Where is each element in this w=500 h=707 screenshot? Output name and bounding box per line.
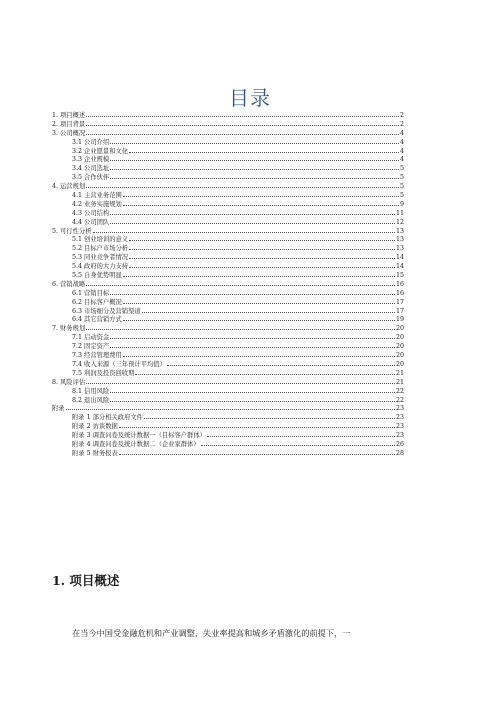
toc-dot-leader	[119, 449, 395, 455]
toc-entry-label: 3. 公司概况	[52, 129, 86, 137]
toc-dot-leader	[110, 173, 399, 179]
toc-entry-page: 21	[395, 378, 404, 386]
toc-entry[interactable]	[52, 378, 404, 387]
toc-entry-page: 9	[399, 200, 404, 208]
toc-entry-label: 3.3 企业规模	[72, 156, 110, 164]
toc-entry-label: 4.2 业务实施规划	[72, 200, 122, 208]
toc-entry-label: 3.4 公司选址	[72, 165, 110, 173]
toc-entry[interactable]	[52, 147, 404, 156]
toc-entry-label: 6.1 营销目标	[72, 289, 110, 297]
toc-dot-leader	[86, 324, 395, 330]
toc-entry-label: 8. 风险评估	[52, 378, 86, 386]
body-paragraph: 在当今中国受金融危机和产业调整，失业率提高和城乡矛盾激化的前提下，一	[72, 628, 351, 638]
toc-entry-page: 5	[399, 192, 404, 200]
toc-entry-page: 21	[395, 369, 404, 377]
toc-title: 目录	[229, 86, 271, 110]
toc-entry-page: 20	[395, 343, 404, 351]
toc-entry-label: 4.1 主营业务范围	[72, 192, 122, 200]
toc-entry-page: 4	[399, 138, 404, 146]
toc-entry-page: 12	[395, 218, 404, 226]
toc-entry-label: 7. 财务规划	[52, 325, 86, 333]
toc-dot-leader	[129, 235, 395, 241]
toc-entry-label: 1. 项目概述	[52, 112, 86, 119]
toc-entry-label: 5.1 创业培训的意义	[72, 236, 129, 244]
toc-entry-label: 3.1 公司介绍	[72, 138, 110, 146]
table-of-contents	[52, 111, 404, 458]
toc-dot-leader	[86, 378, 395, 384]
toc-dot-leader	[110, 218, 395, 224]
toc-entry-page: 19	[395, 316, 404, 324]
toc-entry-label: 8.1 信用风险	[72, 387, 110, 395]
toc-dot-leader	[86, 280, 395, 286]
toc-entry-label: 附录 5 财务报表	[72, 449, 118, 457]
toc-entry-page: 23	[395, 423, 404, 431]
toc-dot-leader	[123, 191, 399, 197]
toc-entry-label: 附录 3 调查问卷及统计数据一（目标客户群体）	[72, 432, 206, 440]
toc-entry[interactable]	[52, 155, 404, 164]
toc-entry[interactable]	[52, 244, 404, 253]
toc-dot-leader	[110, 138, 399, 144]
toc-dot-leader	[129, 253, 395, 259]
toc-entry-label: 附录 2 访谈数据	[72, 423, 118, 431]
toc-dot-leader	[110, 155, 399, 161]
toc-entry-label: 7.4 收入来源（三年预计平均值）	[72, 360, 166, 368]
toc-entry[interactable]	[52, 289, 404, 298]
toc-dot-leader	[86, 129, 399, 135]
toc-entry-page: 13	[395, 245, 404, 253]
toc-entry-page: 14	[395, 254, 404, 262]
toc-entry-page: 23	[395, 414, 404, 422]
toc-dot-leader	[110, 164, 399, 170]
toc-entry[interactable]	[52, 262, 404, 271]
toc-entry-label: 附录 4 调查问卷及统计数据二（企业家群体）	[72, 440, 200, 448]
toc-dot-leader	[123, 271, 395, 277]
toc-entry-page: 15	[395, 272, 404, 280]
toc-entry-page: 20	[395, 334, 404, 342]
toc-dot-leader	[93, 227, 395, 233]
toc-entry[interactable]	[52, 138, 404, 147]
toc-entry-label: 附录 1 部分相关政府文件	[72, 414, 143, 422]
toc-entry-label: 5.3 同业竞争者情况	[72, 254, 129, 262]
toc-entry-page: 16	[395, 289, 404, 297]
toc-dot-leader	[66, 404, 395, 410]
toc-entry[interactable]	[52, 129, 404, 138]
toc-dot-leader	[110, 333, 395, 339]
toc-dot-leader	[110, 387, 395, 393]
toc-entry-label: 5.2 目标户市场分析	[72, 245, 129, 253]
toc-entry-page: 4	[399, 147, 404, 155]
toc-dot-leader	[129, 147, 399, 153]
toc-dot-leader	[129, 262, 395, 268]
toc-entry-label: 5.5 自身优势明显	[72, 272, 122, 280]
toc-dot-leader	[119, 422, 395, 428]
toc-dot-leader	[201, 440, 395, 446]
toc-entry-page: 23	[395, 405, 404, 413]
toc-entry[interactable]	[52, 431, 404, 440]
toc-entry-page: 5	[399, 174, 404, 182]
toc-entry-page: 2	[399, 120, 404, 128]
toc-entry-page: 11	[395, 209, 404, 217]
toc-entry[interactable]	[52, 413, 404, 422]
toc-entry-page: 4	[399, 129, 404, 137]
toc-entry[interactable]	[52, 235, 404, 244]
toc-dot-leader	[86, 182, 399, 188]
toc-entry-label: 6.2 目标客户概况	[72, 298, 122, 306]
toc-entry-page: 5	[399, 165, 404, 173]
toc-entry-page: 20	[395, 352, 404, 360]
toc-dot-leader	[123, 200, 399, 206]
toc-entry[interactable]	[52, 307, 404, 316]
toc-entry-label: 4.4 公司团队	[72, 218, 110, 226]
toc-entry-page: 13	[395, 227, 404, 235]
toc-dot-leader	[135, 369, 395, 375]
toc-entry[interactable]	[52, 360, 404, 369]
toc-entry-page: 28	[395, 449, 404, 457]
toc-entry-page: 14	[395, 263, 404, 271]
toc-dot-leader	[123, 298, 395, 304]
toc-entry-label: 6.3 市场细分及营销渠道	[72, 307, 141, 315]
toc-dot-leader	[207, 431, 395, 437]
toc-entry[interactable]	[52, 120, 404, 129]
toc-entry[interactable]	[52, 298, 404, 307]
toc-entry-page: 20	[395, 360, 404, 368]
toc-entry-label: 7.1 启动资金	[72, 334, 110, 342]
toc-entry-label: 5. 可行性分析	[52, 227, 92, 235]
toc-entry[interactable]	[52, 315, 404, 324]
toc-entry-label: 7.3 经营管理费用	[72, 352, 122, 360]
toc-entry[interactable]	[52, 111, 404, 120]
toc-dot-leader	[142, 307, 395, 313]
toc-dot-leader	[86, 111, 399, 117]
toc-entry[interactable]	[52, 369, 404, 378]
toc-entry[interactable]	[52, 227, 404, 236]
section-heading: 1. 项目概述	[52, 573, 120, 588]
toc-entry-page: 22	[395, 396, 404, 404]
toc-dot-leader	[110, 396, 395, 402]
toc-entry-label: 4. 运营规划	[52, 183, 86, 191]
toc-entry-label: 2. 项目背景	[52, 120, 86, 128]
toc-entry[interactable]	[52, 404, 404, 413]
toc-dot-leader	[123, 351, 395, 357]
toc-entry[interactable]	[52, 191, 404, 200]
toc-entry-label: 3.2 企业愿景和文化	[72, 147, 129, 155]
toc-entry-label: 4.3 公司结构	[72, 209, 110, 217]
toc-entry[interactable]	[52, 253, 404, 262]
toc-entry[interactable]	[52, 218, 404, 227]
toc-dot-leader	[110, 342, 395, 348]
toc-entry-label: 7.5 利润及投资回收期	[72, 369, 135, 377]
toc-entry-label: 附录	[52, 405, 65, 413]
toc-entry[interactable]	[52, 209, 404, 218]
toc-dot-leader	[144, 413, 395, 419]
toc-entry[interactable]	[52, 173, 404, 182]
toc-entry[interactable]	[52, 440, 404, 449]
toc-entry-page: 16	[395, 280, 404, 288]
toc-entry[interactable]	[52, 396, 404, 405]
toc-entry-page: 26	[395, 440, 404, 448]
toc-dot-leader	[123, 315, 395, 321]
toc-entry[interactable]	[52, 280, 404, 289]
toc-entry-page: 17	[395, 298, 404, 306]
toc-dot-leader	[110, 289, 395, 295]
toc-entry[interactable]	[52, 422, 404, 431]
toc-entry[interactable]	[52, 333, 404, 342]
toc-dot-leader	[129, 244, 395, 250]
toc-entry-page: 17	[395, 307, 404, 315]
toc-entry-label: 6.4 其它营销方式	[72, 316, 122, 324]
toc-entry-page: 2	[399, 112, 404, 119]
toc-entry-label: 7.2 固定资产	[72, 343, 110, 351]
toc-entry-label: 6. 营销战略	[52, 280, 86, 288]
toc-entry[interactable]	[52, 324, 404, 333]
toc-entry[interactable]	[52, 351, 404, 360]
toc-entry-page: 4	[399, 156, 404, 164]
toc-entry-page: 5	[399, 183, 404, 191]
toc-entry[interactable]	[52, 164, 404, 173]
toc-dot-leader	[110, 209, 395, 215]
toc-entry-page: 22	[395, 387, 404, 395]
toc-entry-label: 5.4 政府的大力支持	[72, 263, 129, 271]
toc-entry[interactable]	[52, 449, 404, 458]
toc-entry-label: 3.5 合作伙伴	[72, 174, 110, 182]
toc-entry-page: 13	[395, 236, 404, 244]
toc-entry[interactable]	[52, 182, 404, 191]
toc-entry-page: 20	[395, 325, 404, 333]
toc-entry[interactable]	[52, 342, 404, 351]
toc-dot-leader	[167, 360, 395, 366]
toc-entry-page: 23	[395, 432, 404, 440]
toc-entry[interactable]	[52, 387, 404, 396]
toc-dot-leader	[86, 120, 399, 126]
toc-entry[interactable]	[52, 271, 404, 280]
toc-entry-label: 8.2 退出风险	[72, 396, 110, 404]
toc-entry[interactable]	[52, 200, 404, 209]
